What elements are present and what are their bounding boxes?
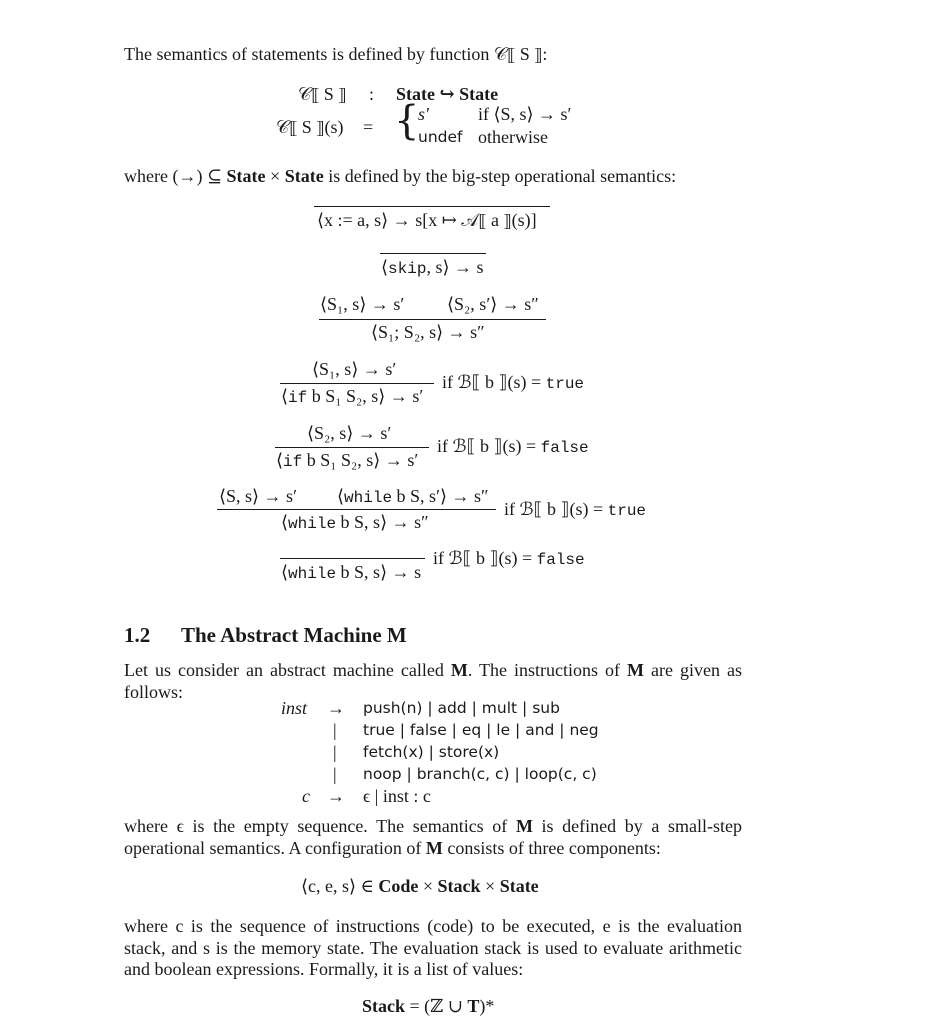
grammar-line-5: ϵ | inst : c bbox=[363, 786, 431, 806]
grammar-bar-3: | bbox=[333, 742, 337, 762]
if-false-rule-premise: ⟨S₂, s⟩ → s′ bbox=[307, 423, 392, 443]
seq-rule-premise-2: ⟨S₂, s′⟩ → s″ bbox=[447, 294, 539, 314]
case2-value: undef bbox=[418, 128, 463, 146]
grammar-line-3: fetch(x) | store(x) bbox=[363, 743, 500, 761]
skip-rule-bar bbox=[380, 253, 486, 254]
if-false-rule-bar bbox=[275, 447, 429, 448]
section-number: 1.2 bbox=[124, 623, 151, 647]
bigstep-intro-text: where (→) ⊆ State × State is defined by the big-step operational semantics: bbox=[124, 166, 677, 186]
while-true-rule-conclusion: ⟨while b S, s⟩ → s″ bbox=[281, 512, 429, 533]
if-true-rule-conclusion: ⟨if b S₁ S₂, s⟩ → s′ bbox=[281, 386, 424, 407]
while-false-rule-conclusion: ⟨while b S, s⟩ → s bbox=[281, 562, 422, 583]
grammar-arrow-inst: → bbox=[327, 698, 345, 718]
config-paragraph: where ϵ is the empty sequence. The semantics of M is defined by a small-step operational semantics. A configuration of M consists of three components: bbox=[124, 816, 742, 858]
seq-rule-bar bbox=[319, 319, 546, 320]
while-true-rule-side-condition: if ℬ⟦ b ⟧(s) = true bbox=[504, 499, 647, 520]
config-equation: ⟨c, e, s⟩ ∈ Code × Stack × State bbox=[301, 876, 539, 896]
grammar-inst-nonterminal: inst bbox=[281, 698, 308, 718]
if-false-rule-conclusion: ⟨if b S₁ S₂, s⟩ → s′ bbox=[276, 450, 419, 471]
while-false-rule-bar bbox=[280, 558, 425, 559]
grammar-arrow-c: → bbox=[327, 786, 345, 806]
while-true-rule-bar bbox=[217, 509, 496, 510]
if-true-rule-premise: ⟨S₁, s⟩ → s′ bbox=[312, 359, 397, 379]
grammar-c-nonterminal: c bbox=[302, 786, 310, 806]
stack-equation: Stack = (ℤ ∪ T)* bbox=[362, 996, 495, 1016]
seq-rule-conclusion: ⟨S₁; S₂, s⟩ → s″ bbox=[371, 322, 485, 342]
cdef-application-lhs: 𝒞⟦ S ⟧(s) bbox=[276, 117, 344, 137]
if-false-rule-side-condition: if ℬ⟦ b ⟧(s) = false bbox=[437, 436, 589, 457]
grammar-line-2: true | false | eq | le | and | neg bbox=[363, 721, 599, 739]
while-false-rule-side-condition: if ℬ⟦ b ⟧(s) = false bbox=[433, 548, 585, 569]
case2-condition: otherwise bbox=[478, 127, 548, 147]
while-true-rule-premise-2: ⟨while b S, s′⟩ → s″ bbox=[337, 486, 489, 507]
if-true-rule-bar bbox=[280, 383, 434, 384]
if-true-rule-side-condition: if ℬ⟦ b ⟧(s) = true bbox=[442, 372, 585, 393]
skip-rule-conclusion: ⟨skip, s⟩ → s bbox=[381, 257, 484, 278]
section-title: The Abstract Machine M bbox=[181, 623, 407, 647]
case1-condition: if ⟨S, s⟩ → s′ bbox=[478, 104, 572, 124]
seq-rule-premise-1: ⟨S₁, s⟩ → s′ bbox=[320, 294, 405, 314]
machine-paragraph: Let us consider an abstract machine called M. The instructions of M are given as follows: bbox=[124, 660, 742, 702]
assign-rule-bar bbox=[314, 206, 550, 207]
assign-rule-conclusion: ⟨x := a, s⟩ → s[x ↦ 𝒜⟦ a ⟧(s)] bbox=[317, 210, 537, 230]
while-true-rule-premise-1: ⟨S, s⟩ → s′ bbox=[219, 486, 298, 506]
cdef-signature-rhs: State ↪ State bbox=[396, 84, 499, 104]
intro-text: The semantics of statements is defined by function 𝒞⟦ S ⟧: bbox=[124, 44, 548, 64]
grammar-line-4: noop | branch(c, c) | loop(c, c) bbox=[363, 765, 597, 783]
left-brace: { bbox=[394, 98, 420, 144]
cdef-signature-colon: : bbox=[369, 84, 375, 104]
grammar-bar-2: | bbox=[333, 720, 337, 740]
cdef-signature-lhs: 𝒞⟦ S ⟧ bbox=[298, 84, 347, 104]
stack-paragraph: where c is the sequence of instructions (code) to be executed, e is the evaluation stack, and s is the memory state. The evaluation stack is used to evaluate arithmetic and boolean expressions. Formally, it is a list of values: bbox=[124, 916, 742, 979]
grammar-line-1: push(n) | add | mult | sub bbox=[363, 699, 560, 717]
grammar-bar-4: | bbox=[333, 764, 337, 784]
cdef-equals: = bbox=[363, 117, 374, 137]
case1-value: s′ bbox=[418, 104, 429, 124]
